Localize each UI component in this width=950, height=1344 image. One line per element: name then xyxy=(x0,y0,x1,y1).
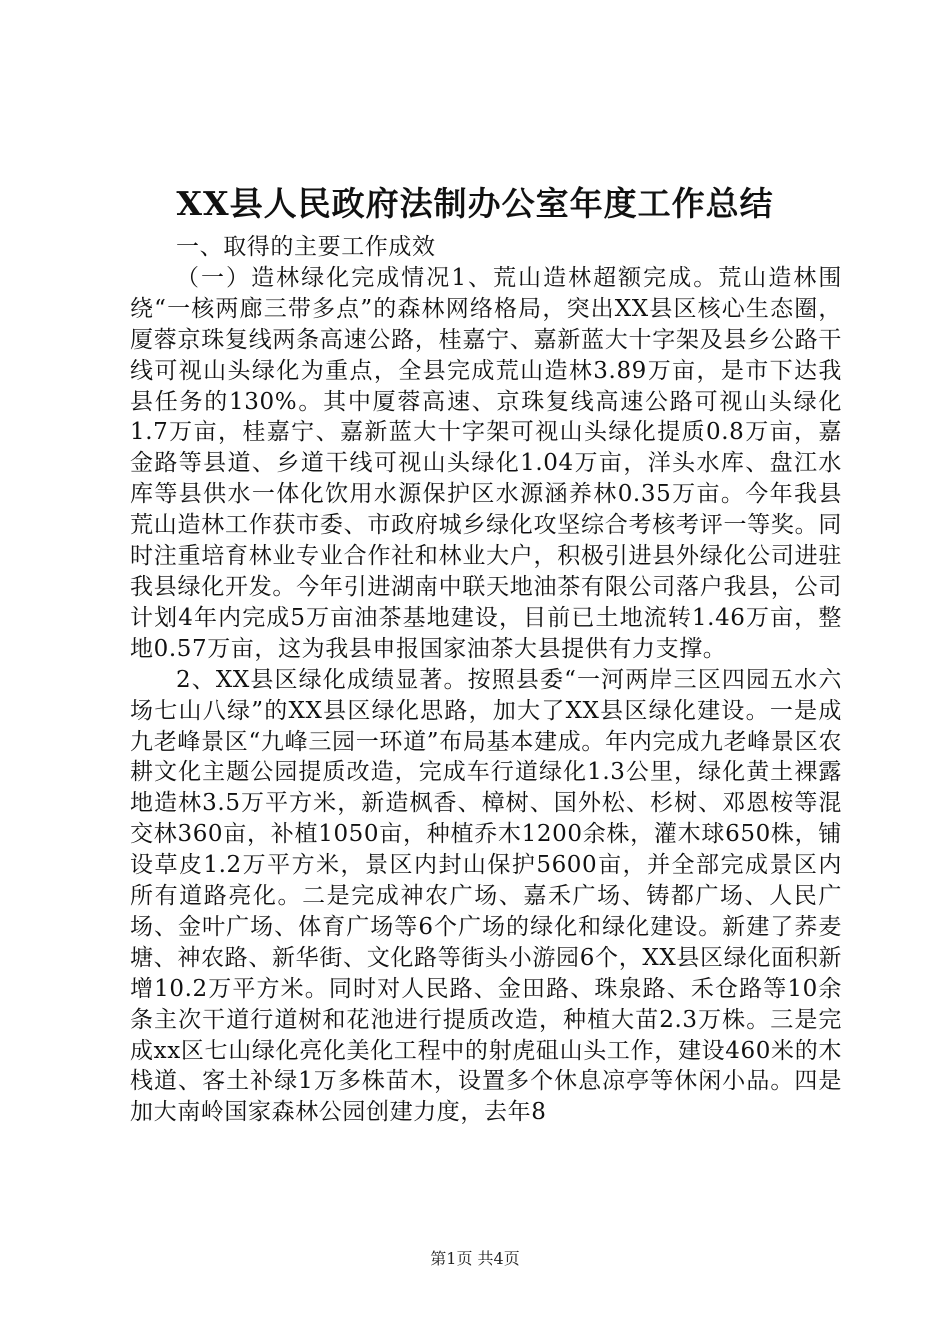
section-heading: 一、取得的主要工作成效 xyxy=(176,234,436,260)
page-footer: 第1页 共4页 xyxy=(430,1249,520,1268)
document-body xyxy=(130,232,842,1128)
paragraph-afforestation: （一）造林绿化完成情况1、荒山造林超额完成。荒山造林围绕“一核两廊三带多点”的森林网络格局，突出XX县区核心生态圈，厦蓉京珠复线两条高速公路，桂嘉宁、嘉新蓝大十字架及县乡公路干线可视山头绿化为重点，全县完成荒山造林3.89万亩，是市下达我县任务的130%。其中厦蓉高速、京珠复线高速公路可视山头绿化1.7万亩，桂嘉宁、嘉新蓝大十字架可视山头绿化提质0.8万亩，嘉金路等县道、乡道干线可视山头绿化1.04万亩，洋头水库、盘江水库等县供水一体化饮用水源保护区水源涵养林0.35万亩。今年我县荒山造林工作获市委、市政府城乡绿化攻坚综合考核考评一等奖。同时注重培育林业专业合作社和林业大户，积极引进县外绿化公司进驻我县绿化开发。今年引进湖南中联天地油茶有限公司落户我县，公司计划4年内完成5万亩油茶基地建设，目前已土地流转1.46万亩，整地0.57万亩，这为我县申报国家油茶大县提供有力支撑。 xyxy=(130,264,842,662)
paragraph-county-greening: 2、XX县区绿化成绩显著。按照县委“一河两岸三区四园五水六场七山八绿”的XX县区绿化思路，加大了XX县区绿化建设。一是成九老峰景区“九峰三园一环道”布局基本建成。年内完成九老峰景区农耕文化主题公园提质改造，完成车行道绿化1.3公里，绿化黄土裸露地造林3.5万平方米，新造枫香、樟树、国外松、杉树、邓恩桉等混交林360亩，补植1050亩，种植乔木1200余株，灌木球650株，铺设草皮1.2万平方米，景区内封山保护5600亩，并全部完成景区内所有道路亮化。二是完成神农广场、嘉禾广场、铸都广场、人民广场、金叶广场、体育广场等6个广场的绿化和绿化建设。新建了荞麦塘、神农路、新华街、文化路等街头小游园6个，XX县区绿化面积新增10.2万平方米。同时对人民路、金田路、珠泉路、禾仓路等10余条主次干道行道树和花池进行提质改造，种植大苗2.3万株。三是完成xx区七山绿化亮化美化工程中的射虎砠山头工作，建设460米的木栈道、客土补绿1万多株苗木，设置多个休息凉亭等休闲小品。四是加大南岭国家森林公园创建力度，去年8 xyxy=(130,666,842,1126)
document-title: XX县人民政府法制办公室年度工作总结 xyxy=(176,184,774,223)
